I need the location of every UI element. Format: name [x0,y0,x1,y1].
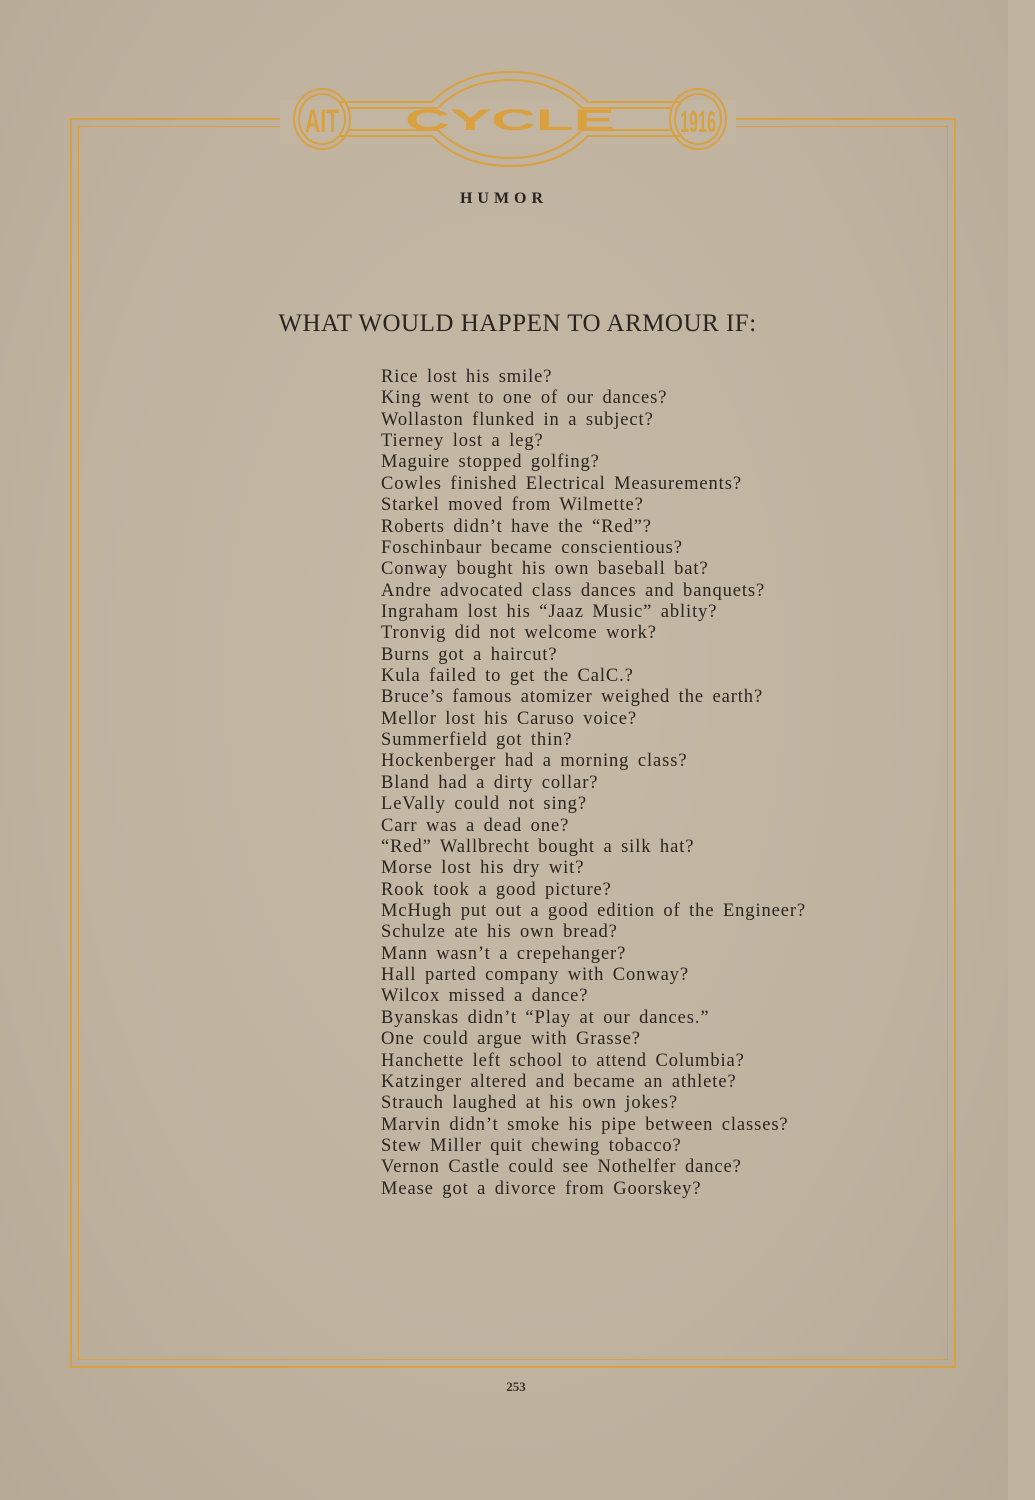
list-item: Schulze ate his own bread? [381,922,618,943]
list-item: Bland had a dirty collar? [381,772,599,793]
cycle-emblem [282,68,738,170]
list-item: Marvin didn’t smoke his pipe between classes? [381,1114,789,1135]
list-item: Wilcox missed a dance? [381,986,589,1007]
list-item: Byanskas didn’t “Play at our dances.” [381,1007,710,1028]
list-item: Bruce’s famous atomizer weighed the earth? [381,687,764,708]
list-item: Stew Miller quit chewing tobacco? [381,1135,682,1156]
list-item: Tronvig did not welcome work? [381,623,657,644]
list-item: Kula failed to get the CalC.? [381,666,634,687]
emblem-monogram: AIT [305,103,340,139]
list-item: Summerfield got thin? [381,730,573,751]
list-item: Hockenberger had a morning class? [381,751,688,772]
list-item: Ingraham lost his “Jaaz Music” ablity? [381,601,718,622]
list-item: Carr was a dead one? [381,815,570,836]
list-item: Foschinbaur became conscientious? [381,537,683,558]
list-item: Strauch laughed at his own jokes? [381,1093,678,1114]
list-item: Vernon Castle could see Nothelfer dance? [381,1157,742,1178]
list-item: King went to one of our dances? [381,388,668,409]
list-item: Hanchette left school to attend Columbia? [381,1050,745,1071]
list-item: Maguire stopped golfing? [381,452,600,473]
list-item: Mease got a divorce from Goorskey? [381,1178,702,1199]
list-item: Rook took a good picture? [381,879,612,900]
list-item: Conway bought his own baseball bat? [381,559,709,580]
list-item: Rice lost his smile? [381,367,553,387]
list-item: Andre advocated class dances and banquets? [381,580,766,601]
list-item: Tierney lost a leg? [381,431,544,452]
humor-list [381,367,806,1200]
list-item: Roberts didn’t have the “Red”? [381,516,652,537]
list-item: McHugh put out a good edition of the Engineer? [381,900,807,921]
list-item: Hall parted company with Conway? [381,965,689,986]
section-heading: HUMOR [459,190,549,207]
list-item: Cowles finished Electrical Measurements? [381,473,742,494]
page-title: WHAT WOULD HAPPEN TO ARMOUR IF: [278,310,757,337]
page-number: 253 [506,1379,526,1394]
list-item: One could argue with Grasse? [381,1029,641,1050]
list-item: Katzinger altered and became an athlete? [381,1071,737,1092]
list-item: Starkel moved from Wilmette? [381,495,644,516]
emblem-year: 1916 [680,106,716,139]
emblem-word: CYCLE [405,104,615,137]
list-item: “Red” Wallbrecht bought a silk hat? [381,836,695,857]
list-item: LeVally could not sing? [381,794,587,815]
list-item: Mellor lost his Caruso voice? [381,708,637,729]
list-item: Mann wasn’t a crepehanger? [381,943,627,964]
list-item: Wollaston flunked in a subject? [381,409,654,430]
list-item: Morse lost his dry wit? [381,858,585,879]
list-item: Burns got a haircut? [381,644,558,665]
